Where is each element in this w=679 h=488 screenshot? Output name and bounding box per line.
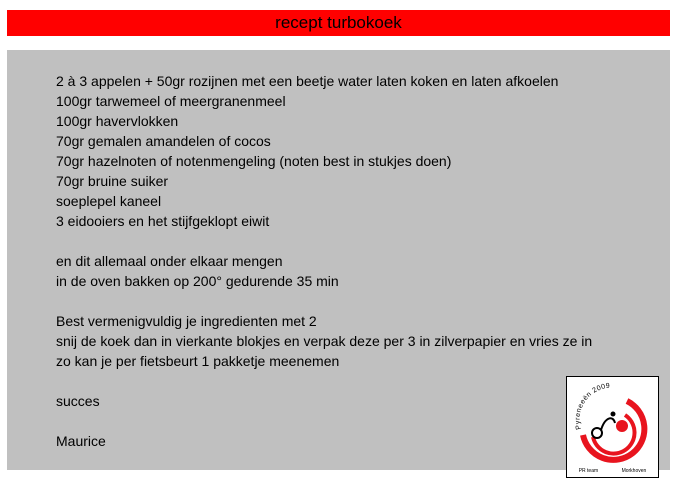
recipe-line: 3 eidooiers en het stijfgeklopt eiwit [56,213,270,229]
logo-front-wheel [616,420,628,432]
blank-line [56,231,666,251]
blank-line [56,291,666,311]
recipe-line: 70gr gemalen amandelen of cocos [56,133,271,149]
recipe-line: 70gr bruine suiker [56,173,169,189]
recipe-line: 70gr hazelnoten of notenmengeling (noten best in stukjes doen) [56,153,452,169]
logo-rider-head [611,412,616,417]
recipe-line: 100gr tarwemeel of meergranenmeel [56,93,286,109]
recipe-line: 2 à 3 appelen + 50gr rozijnen met een beetje water laten koken en laten afkoelen [56,73,559,89]
recipe-line: succes [56,393,100,409]
title-bar [7,10,670,36]
page-title: recept turbokoek [275,13,402,32]
logo-footer-left: PR team [578,468,599,474]
recipe-line: soeplepel kaneel [56,193,162,209]
logo-footer [567,468,658,474]
recipe-line: Best vermenigvuldig je ingredienten met 2 [56,313,317,329]
logo-footer-right: Morkhoven [621,468,647,474]
logo-arc-text: Pyreneeën 2009 [574,382,611,431]
recipe-line: snij de koek dan in vierkante blokjes en verpak deze per 3 in zilverpapier en vries ze in [56,333,593,349]
logo-graphic [567,377,658,477]
recipe-line: zo kan je per fietsbeurt 1 pakketje meenemen [56,353,340,369]
recipe-line: Maurice [56,433,106,449]
logo-rider-body [601,418,615,430]
recipe-line: 100gr havervlokken [56,113,179,129]
pr-team-logo [566,376,659,478]
recipe-line: en dit allemaal onder elkaar mengen [56,253,283,269]
recipe-line: in de oven bakken op 200° gedurende 35 min [56,273,339,289]
